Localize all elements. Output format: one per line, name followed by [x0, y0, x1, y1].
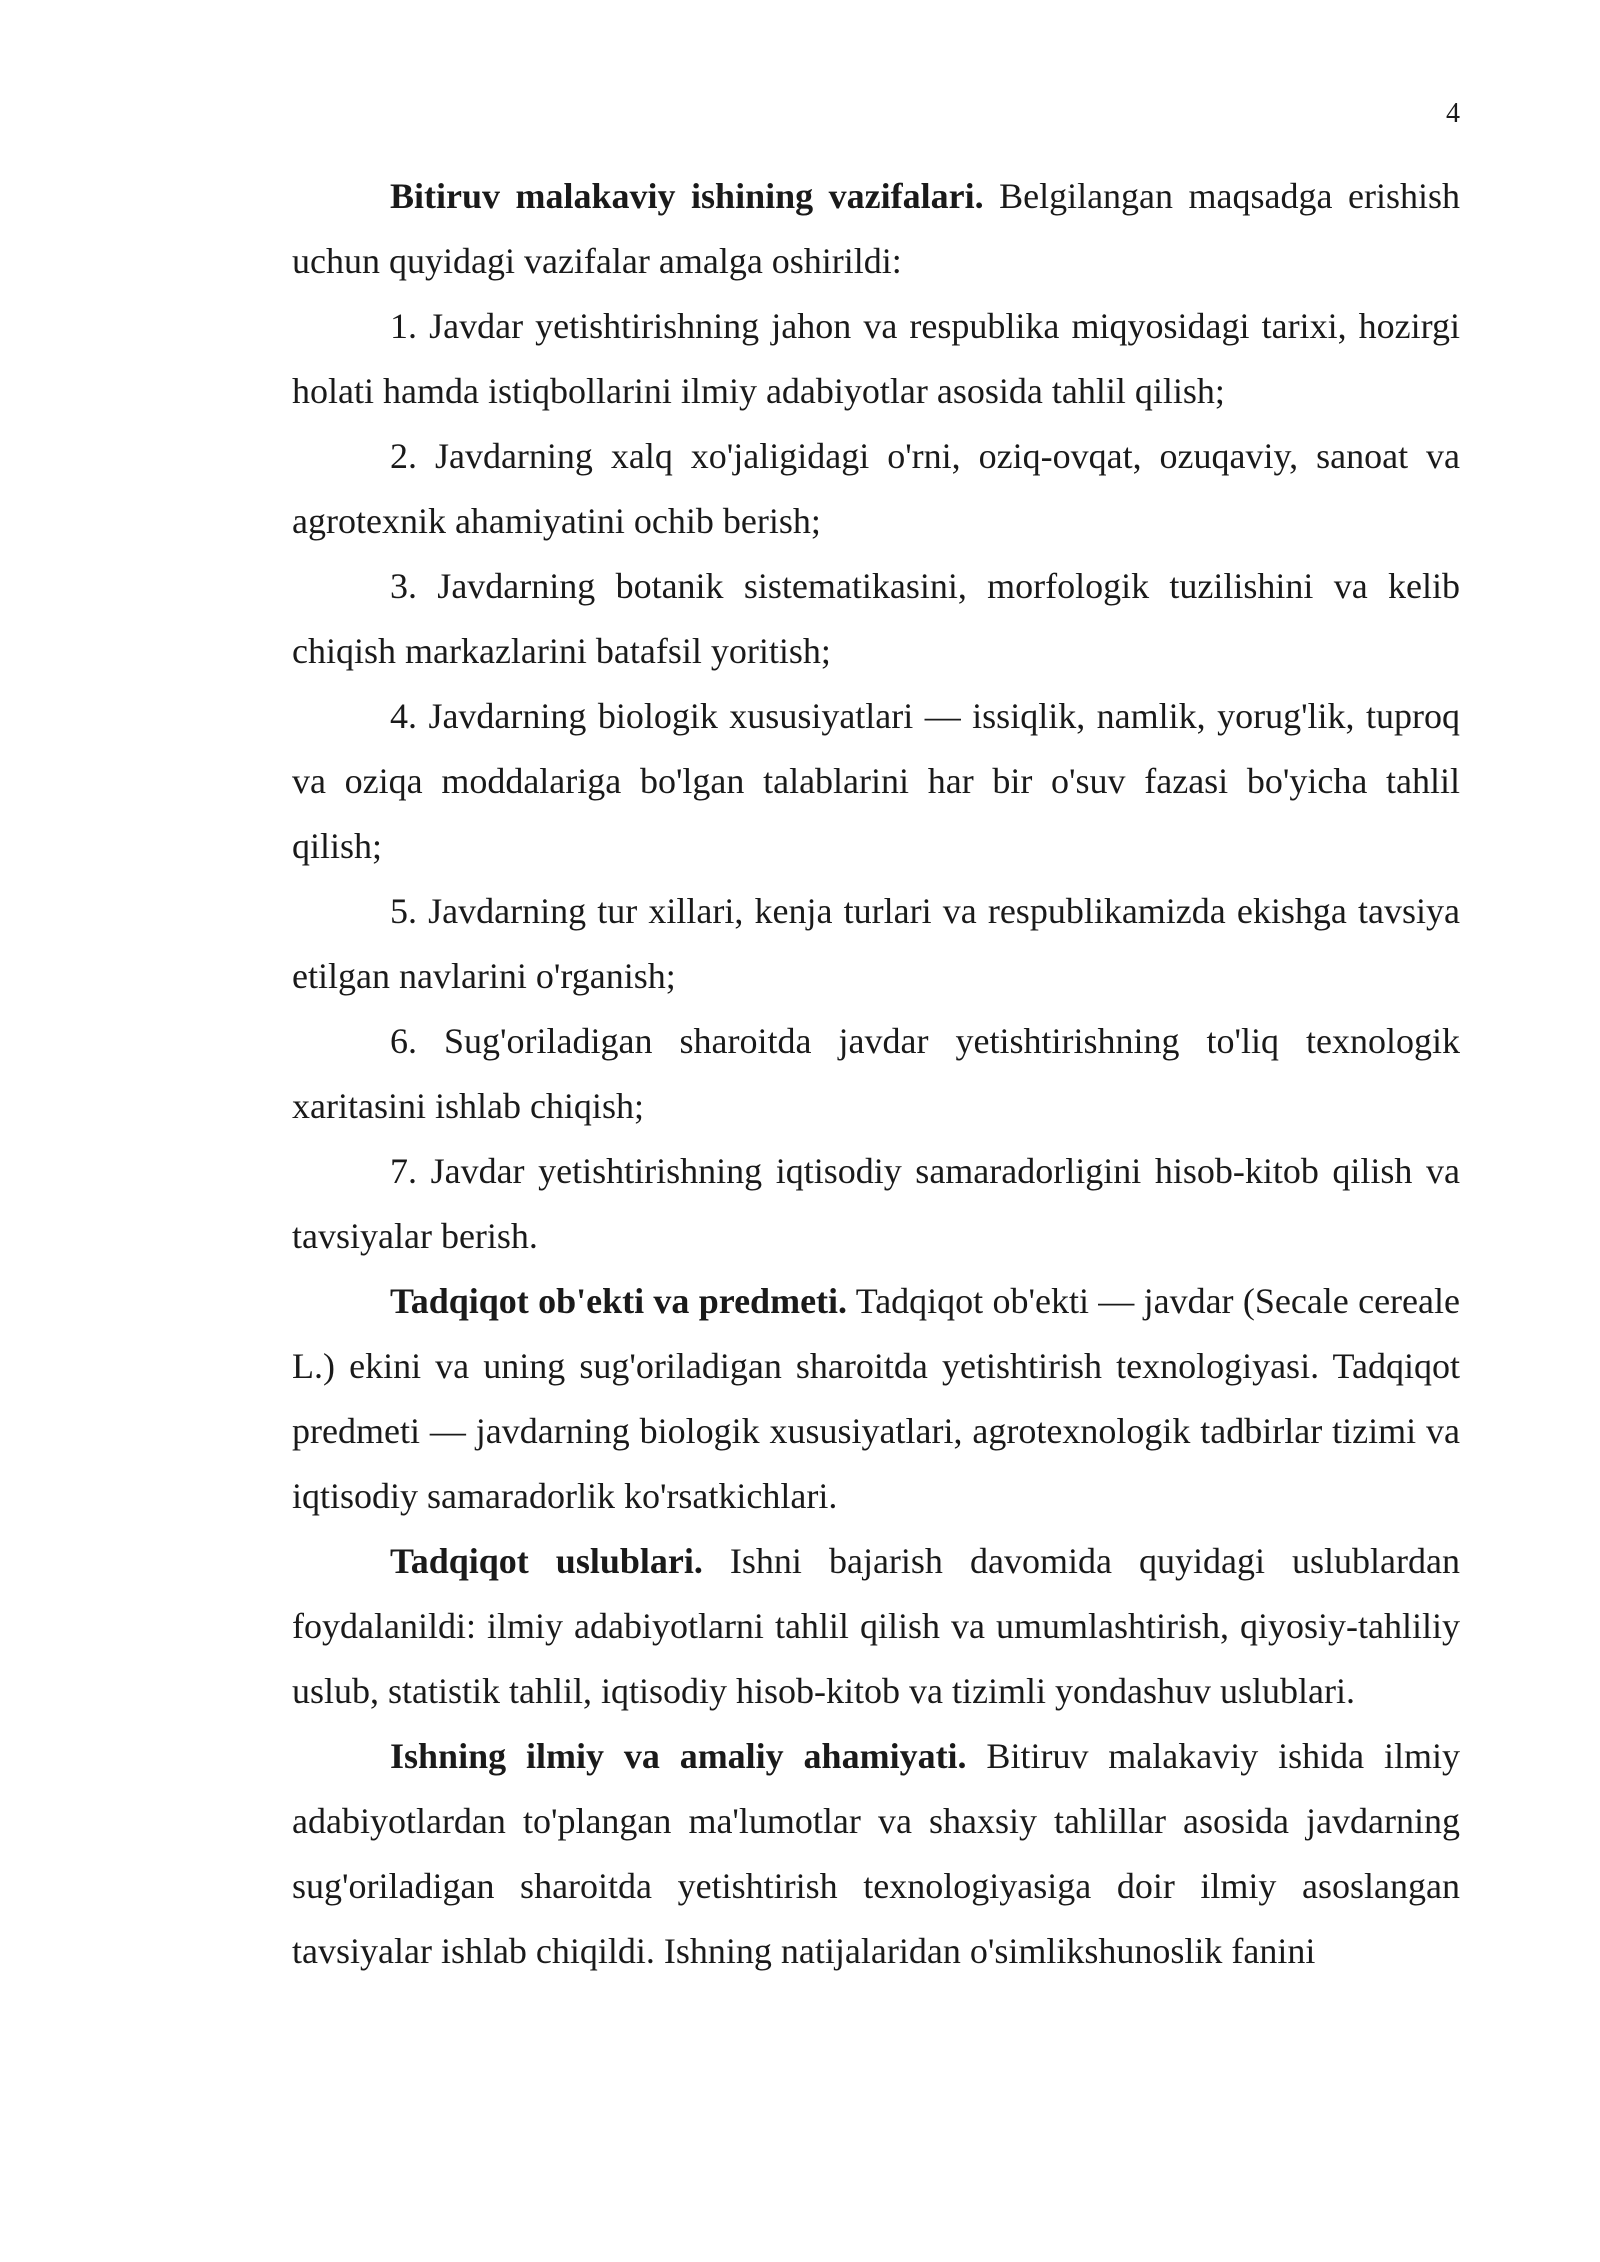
list-item-task-2 [292, 424, 1460, 554]
paragraph-text: Ishni bajarish davomida quyidagi uslublardan foydalanildi: ilmiy adabiyotlarni tahlil qilish va umumlashtirish, qiyosiy-tahliliy uslub, statistik tahlil, iqtisodiy hisob-kitob va tizimli yondashuv uslublari. [292, 1541, 1460, 1711]
list-item-task-1 [292, 294, 1460, 424]
paragraph-text: 6. Sug'oriladigan sharoitda javdar yetishtirishning to'liq texnologik xaritasini ishlab chiqish; [292, 1021, 1460, 1126]
paragraph-text: 7. Javdar yetishtirishning iqtisodiy samaradorligini hisob-kitob qilish va tavsiyalar berish. [292, 1151, 1460, 1256]
document-body [292, 164, 1460, 1984]
list-item-task-6 [292, 1009, 1460, 1139]
section-heading: Tadqiqot ob'ekti va predmeti. [390, 1281, 848, 1321]
paragraph-text: Bitiruv malakaviy ishida ilmiy adabiyotlardan to'plangan ma'lumotlar va shaxsiy tahlillar asosida javdarning sug'oriladigan sharoitda yetishtirish texnologiyasiga doir ilmiy asoslangan tavsiyalar ishlab chiqildi. Ishning natijalaridan o'simlikshunoslik fanini [292, 1736, 1460, 1971]
section-heading: Tadqiqot uslublari. [390, 1541, 703, 1581]
page-number: 4 [1446, 98, 1460, 129]
paragraph-research-methods [292, 1529, 1460, 1724]
paragraph-text: Belgilangan maqsadga erishish uchun quyidagi vazifalar amalga oshirildi: [292, 176, 1460, 281]
section-heading: Ishning ilmiy va amaliy ahamiyati. [390, 1736, 967, 1776]
section-heading: Bitiruv malakaviy ishining vazifalari. [390, 176, 984, 216]
list-item-task-5 [292, 879, 1460, 1009]
paragraph-text: 5. Javdarning tur xillari, kenja turlari va respublikamizda ekishga tavsiya etilgan navlarini o'rganish; [292, 891, 1460, 996]
paragraph-text: 4. Javdarning biologik xususiyatlari — issiqlik, namlik, yorug'lik, tuproq va oziqa moddalariga bo'lgan talablarini har bir o'suv fazasi bo'yicha tahlil qilish; [292, 696, 1460, 866]
list-item-task-4 [292, 684, 1460, 879]
paragraph-research-object [292, 1269, 1460, 1529]
paragraph-text: Tadqiqot ob'ekti — javdar (Secale cereale L.) ekini va uning sug'oriladigan sharoitda yetishtirish texnologiyasi. Tadqiqot predmeti — javdarning biologik xususiyatlari, agrotexnologik tadbirlar tizimi va iqtisodiy samaradorlik ko'rsatkichlari. [292, 1281, 1460, 1516]
list-item-task-7 [292, 1139, 1460, 1269]
list-item-task-3 [292, 554, 1460, 684]
paragraph-text: 1. Javdar yetishtirishning jahon va respublika miqyosidagi tarixi, hozirgi holati hamda istiqbollarini ilmiy adabiyotlar asosida tahlil qilish; [292, 306, 1460, 411]
paragraph-text: 2. Javdarning xalq xo'jaligidagi o'rni, oziq-ovqat, ozuqaviy, sanoat va agrotexnik ahamiyatini ochib berish; [292, 436, 1460, 541]
paragraph-text: 3. Javdarning botanik sistematikasini, morfologik tuzilishini va kelib chiqish markazlarini batafsil yoritish; [292, 566, 1460, 671]
paragraph-significance [292, 1724, 1460, 1984]
paragraph-tasks-intro [292, 164, 1460, 294]
